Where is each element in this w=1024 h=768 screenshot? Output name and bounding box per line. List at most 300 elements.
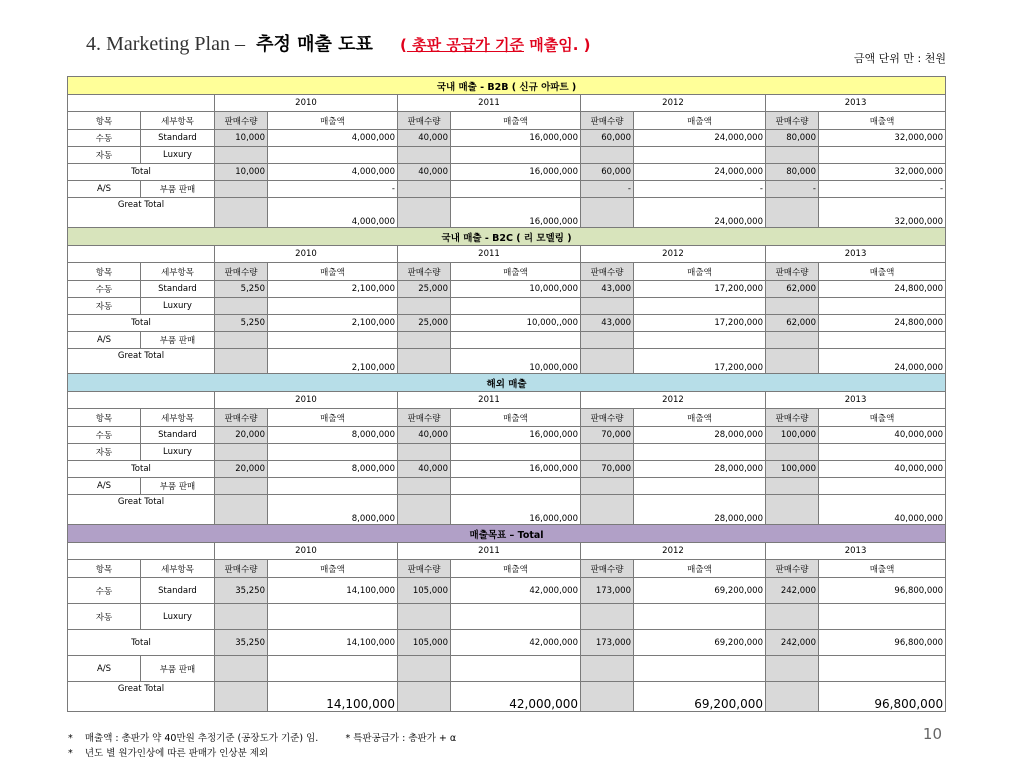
qty-header: 판매수량 (766, 560, 819, 578)
qty-cell (215, 682, 268, 712)
year-header-row (68, 95, 946, 112)
qty-cell (398, 682, 451, 712)
product-row (68, 130, 946, 147)
qty-cell (215, 147, 268, 164)
amount-cell: 32,000,000 (819, 130, 946, 147)
product-row (68, 427, 946, 444)
grand-total-row (68, 495, 946, 525)
as-row (68, 656, 946, 682)
qty-cell (398, 298, 451, 315)
qty-cell: 20,000 (215, 427, 268, 444)
amount-cell: 4,000,000 (268, 198, 398, 228)
amount-header: 매출액 (634, 409, 766, 427)
qty-header: 판매수량 (766, 112, 819, 130)
amount-cell (451, 478, 581, 495)
qty-header: 판매수량 (766, 409, 819, 427)
sub-item-cell: 부품 판매 (141, 478, 215, 495)
total-row (68, 164, 946, 181)
grand-total-label: Great Total (68, 682, 215, 712)
qty-cell: 80,000 (766, 164, 819, 181)
amount-cell: 16,000,000 (451, 198, 581, 228)
sub-item-cell: 부품 판매 (141, 332, 215, 349)
item-cell: 수동 (68, 578, 141, 604)
qty-cell (581, 604, 634, 630)
amount-cell: 40,000,000 (819, 427, 946, 444)
amount-cell: 40,000,000 (819, 461, 946, 478)
sub-item-cell: Standard (141, 130, 215, 147)
qty-cell (766, 444, 819, 461)
qty-header: 판매수량 (581, 112, 634, 130)
qty-cell (581, 478, 634, 495)
blank-cell (68, 543, 215, 560)
qty-cell: 40,000 (398, 461, 451, 478)
amount-cell: 4,000,000 (268, 130, 398, 147)
amount-cell: 10,000,,000 (451, 315, 581, 332)
qty-cell (581, 198, 634, 228)
amount-cell: 96,800,000 (819, 682, 946, 712)
footnote-2 (68, 746, 456, 761)
slide-title (86, 30, 590, 56)
qty-header: 판매수량 (215, 263, 268, 281)
year-header: 2012 (581, 95, 766, 112)
amount-cell (268, 298, 398, 315)
page-number: 10 (922, 725, 942, 743)
year-header: 2012 (581, 543, 766, 560)
year-header: 2010 (215, 246, 398, 263)
blank-cell (68, 95, 215, 112)
year-header: 2013 (766, 246, 946, 263)
amount-cell: 16,000,000 (451, 130, 581, 147)
qty-cell: 40,000 (398, 130, 451, 147)
qty-cell (398, 444, 451, 461)
qty-cell: - (581, 181, 634, 198)
qty-header: 판매수량 (581, 409, 634, 427)
item-header: 항목 (68, 263, 141, 281)
column-header-row (68, 263, 946, 281)
qty-cell (581, 656, 634, 682)
grand-total-label: Great Total (68, 349, 215, 374)
qty-cell (766, 147, 819, 164)
sub-item-header: 세부항목 (141, 263, 215, 281)
amount-header: 매출액 (268, 560, 398, 578)
amount-cell: 24,000,000 (634, 164, 766, 181)
amount-cell: 96,800,000 (819, 578, 946, 604)
amount-header: 매출액 (634, 263, 766, 281)
amount-cell: 69,200,000 (634, 682, 766, 712)
product-row (68, 281, 946, 298)
amount-cell (268, 332, 398, 349)
amount-cell (634, 444, 766, 461)
amount-header: 매출액 (819, 409, 946, 427)
year-header: 2010 (215, 392, 398, 409)
as-row (68, 478, 946, 495)
amount-cell: 28,000,000 (634, 461, 766, 478)
amount-cell (451, 444, 581, 461)
item-cell: A/S (68, 181, 141, 198)
total-label: Total (68, 164, 215, 181)
qty-cell: 43,000 (581, 281, 634, 298)
qty-cell (766, 198, 819, 228)
qty-cell (766, 332, 819, 349)
amount-cell: 32,000,000 (819, 164, 946, 181)
qty-cell (215, 332, 268, 349)
year-header: 2010 (215, 543, 398, 560)
amount-header: 매출액 (634, 560, 766, 578)
year-header: 2011 (398, 543, 581, 560)
amount-cell: 17,200,000 (634, 315, 766, 332)
item-cell: A/S (68, 656, 141, 682)
product-row (68, 578, 946, 604)
year-header: 2011 (398, 392, 581, 409)
qty-cell: 100,000 (766, 461, 819, 478)
amount-cell (451, 332, 581, 349)
amount-cell (634, 478, 766, 495)
section-title: 매출목표 – Total (68, 525, 946, 543)
amount-cell (819, 444, 946, 461)
qty-header: 판매수량 (215, 112, 268, 130)
sub-item-cell: Luxury (141, 444, 215, 461)
amount-cell (268, 147, 398, 164)
grand-total-row (68, 349, 946, 374)
item-cell: 수동 (68, 130, 141, 147)
qty-cell: 173,000 (581, 578, 634, 604)
qty-cell (398, 181, 451, 198)
amount-cell: 14,100,000 (268, 682, 398, 712)
title-english: Marketing Plan – (106, 33, 245, 55)
amount-header: 매출액 (268, 409, 398, 427)
qty-cell: 25,000 (398, 315, 451, 332)
section-title: 국내 매출 - B2B ( 신규 아파트 ) (68, 77, 946, 95)
amount-header: 매출액 (268, 112, 398, 130)
qty-cell: 35,250 (215, 578, 268, 604)
qty-cell (766, 298, 819, 315)
item-cell: 수동 (68, 427, 141, 444)
sub-item-header: 세부항목 (141, 560, 215, 578)
qty-cell (581, 349, 634, 374)
column-header-row (68, 409, 946, 427)
section-header-row (68, 228, 946, 246)
qty-cell: 70,000 (581, 427, 634, 444)
qty-cell: 43,000 (581, 315, 634, 332)
amount-cell: 42,000,000 (451, 630, 581, 656)
amount-cell (451, 656, 581, 682)
footnote-bullet: * (68, 733, 73, 744)
qty-cell: 40,000 (398, 427, 451, 444)
amount-cell (819, 298, 946, 315)
qty-header: 판매수량 (398, 560, 451, 578)
qty-cell (398, 198, 451, 228)
sub-item-header: 세부항목 (141, 112, 215, 130)
column-header-row (68, 560, 946, 578)
footnote-1 (68, 731, 456, 746)
grand-total-label: Great Total (68, 495, 215, 525)
year-header: 2010 (215, 95, 398, 112)
qty-header: 판매수량 (215, 560, 268, 578)
sub-item-cell: Luxury (141, 604, 215, 630)
year-header: 2013 (766, 392, 946, 409)
amount-cell (268, 604, 398, 630)
sales-plan-table (67, 76, 946, 712)
qty-header: 판매수량 (581, 560, 634, 578)
qty-cell: 242,000 (766, 630, 819, 656)
year-header: 2011 (398, 246, 581, 263)
section-title: 국내 매출 - B2C ( 리 모델링 ) (68, 228, 946, 246)
sub-item-cell: Standard (141, 578, 215, 604)
title-korean: 추정 매출 도표 (256, 34, 373, 55)
amount-cell: 2,100,000 (268, 281, 398, 298)
amount-cell: 24,800,000 (819, 315, 946, 332)
qty-cell: 62,000 (766, 315, 819, 332)
section-header-row (68, 374, 946, 392)
blank-cell (68, 392, 215, 409)
amount-cell: 8,000,000 (268, 495, 398, 525)
qty-cell (398, 349, 451, 374)
sub-item-cell: Standard (141, 427, 215, 444)
as-row (68, 332, 946, 349)
total-row (68, 630, 946, 656)
footnotes (68, 731, 456, 761)
amount-cell: 28,000,000 (634, 495, 766, 525)
qty-cell: 5,250 (215, 281, 268, 298)
title-note-rest: 매출임. ) (524, 36, 591, 54)
qty-cell (581, 444, 634, 461)
product-row (68, 298, 946, 315)
amount-cell (451, 604, 581, 630)
qty-cell (398, 656, 451, 682)
qty-cell (766, 656, 819, 682)
amount-cell: 32,000,000 (819, 198, 946, 228)
year-header: 2011 (398, 95, 581, 112)
item-header: 항목 (68, 409, 141, 427)
grand-total-row (68, 682, 946, 712)
qty-cell: 100,000 (766, 427, 819, 444)
item-cell: 자동 (68, 444, 141, 461)
total-row (68, 461, 946, 478)
amount-cell (819, 478, 946, 495)
year-header: 2013 (766, 95, 946, 112)
qty-header: 판매수량 (398, 409, 451, 427)
section-header-row (68, 525, 946, 543)
amount-cell (634, 147, 766, 164)
amount-cell: 16,000,000 (451, 427, 581, 444)
qty-cell (766, 604, 819, 630)
amount-cell: 14,100,000 (268, 630, 398, 656)
qty-cell (581, 147, 634, 164)
product-row (68, 604, 946, 630)
qty-cell: 70,000 (581, 461, 634, 478)
qty-header: 판매수량 (398, 263, 451, 281)
section-title: 해외 매출 (68, 374, 946, 392)
amount-cell: 40,000,000 (819, 495, 946, 525)
amount-header: 매출액 (451, 409, 581, 427)
amount-cell: 24,000,000 (634, 198, 766, 228)
grand-total-row (68, 198, 946, 228)
total-label: Total (68, 630, 215, 656)
amount-cell: 28,000,000 (634, 427, 766, 444)
sub-item-cell: 부품 판매 (141, 181, 215, 198)
amount-cell: 10,000,000 (451, 281, 581, 298)
qty-cell (398, 332, 451, 349)
amount-header: 매출액 (819, 560, 946, 578)
item-header: 항목 (68, 560, 141, 578)
item-cell: 수동 (68, 281, 141, 298)
column-header-row (68, 112, 946, 130)
qty-cell: 60,000 (581, 164, 634, 181)
amount-cell: 14,100,000 (268, 578, 398, 604)
amount-cell: 10,000,000 (451, 349, 581, 374)
sub-item-cell: Standard (141, 281, 215, 298)
amount-header: 매출액 (819, 263, 946, 281)
amount-cell: 42,000,000 (451, 578, 581, 604)
footnote-text: 년도 별 원가인상에 따른 판매가 인상분 제외 (84, 748, 269, 759)
qty-cell (215, 298, 268, 315)
title-number: 4. (86, 33, 101, 55)
amount-cell: 17,200,000 (634, 281, 766, 298)
amount-cell (819, 147, 946, 164)
total-row (68, 315, 946, 332)
qty-cell (766, 682, 819, 712)
title-note-underlined: 총판 공급가 기준 (406, 36, 524, 54)
item-cell: A/S (68, 332, 141, 349)
amount-cell: - (268, 181, 398, 198)
footnote-extra: * 특판공급가 : 총판가 + α (345, 733, 457, 744)
qty-cell (398, 495, 451, 525)
qty-cell: 35,250 (215, 630, 268, 656)
qty-header: 판매수량 (766, 263, 819, 281)
total-label: Total (68, 461, 215, 478)
product-row (68, 147, 946, 164)
amount-cell: 8,000,000 (268, 461, 398, 478)
qty-header: 판매수량 (215, 409, 268, 427)
qty-cell: - (766, 181, 819, 198)
amount-header: 매출액 (268, 263, 398, 281)
amount-header: 매출액 (634, 112, 766, 130)
year-header-row (68, 246, 946, 263)
amount-cell (634, 656, 766, 682)
amount-cell: 96,800,000 (819, 630, 946, 656)
qty-cell (581, 682, 634, 712)
amount-cell (268, 444, 398, 461)
item-cell: 자동 (68, 147, 141, 164)
amount-cell (634, 298, 766, 315)
sub-item-cell: 부품 판매 (141, 656, 215, 682)
qty-cell: 10,000 (215, 130, 268, 147)
qty-cell: 62,000 (766, 281, 819, 298)
qty-cell (215, 495, 268, 525)
qty-cell (398, 147, 451, 164)
qty-cell (215, 656, 268, 682)
amount-cell: 17,200,000 (634, 349, 766, 374)
amount-cell (634, 332, 766, 349)
item-header: 항목 (68, 112, 141, 130)
item-cell: 자동 (68, 604, 141, 630)
amount-cell: 24,000,000 (819, 349, 946, 374)
year-header: 2013 (766, 543, 946, 560)
qty-cell (215, 181, 268, 198)
item-cell: 자동 (68, 298, 141, 315)
qty-cell (398, 478, 451, 495)
qty-cell (581, 298, 634, 315)
amount-cell: - (819, 181, 946, 198)
amount-cell: 69,200,000 (634, 630, 766, 656)
amount-cell: 16,000,000 (451, 461, 581, 478)
qty-cell (215, 198, 268, 228)
qty-cell: 105,000 (398, 578, 451, 604)
amount-cell: 42,000,000 (451, 682, 581, 712)
qty-cell: 60,000 (581, 130, 634, 147)
year-header-row (68, 543, 946, 560)
amount-cell (451, 181, 581, 198)
amount-cell (819, 332, 946, 349)
amount-cell (268, 656, 398, 682)
product-row (68, 444, 946, 461)
amount-cell: 2,100,000 (268, 315, 398, 332)
qty-cell: 40,000 (398, 164, 451, 181)
grand-total-label: Great Total (68, 198, 215, 228)
year-header: 2012 (581, 392, 766, 409)
amount-cell (634, 604, 766, 630)
qty-cell (215, 604, 268, 630)
qty-cell: 20,000 (215, 461, 268, 478)
qty-cell: 105,000 (398, 630, 451, 656)
qty-cell: 5,250 (215, 315, 268, 332)
qty-cell (581, 495, 634, 525)
amount-cell: 24,000,000 (634, 130, 766, 147)
amount-header: 매출액 (819, 112, 946, 130)
title-note (400, 36, 590, 54)
amount-cell: 16,000,000 (451, 495, 581, 525)
amount-header: 매출액 (451, 112, 581, 130)
amount-header: 매출액 (451, 560, 581, 578)
year-header: 2012 (581, 246, 766, 263)
qty-header: 판매수량 (398, 112, 451, 130)
qty-cell (398, 604, 451, 630)
qty-cell (766, 349, 819, 374)
blank-cell (68, 246, 215, 263)
amount-cell (268, 478, 398, 495)
sub-item-cell: Luxury (141, 298, 215, 315)
title-note-open: ( (400, 36, 407, 54)
amount-cell: 24,800,000 (819, 281, 946, 298)
amount-cell: 4,000,000 (268, 164, 398, 181)
as-row (68, 181, 946, 198)
qty-cell: 173,000 (581, 630, 634, 656)
footnote-text: 매출액 : 총판가 약 40만원 추정기준 (공장도가 기준) 임. (84, 733, 319, 744)
qty-cell (215, 478, 268, 495)
amount-header: 매출액 (451, 263, 581, 281)
amount-cell: 8,000,000 (268, 427, 398, 444)
item-cell: A/S (68, 478, 141, 495)
sub-item-header: 세부항목 (141, 409, 215, 427)
section-header-row (68, 77, 946, 95)
year-header-row (68, 392, 946, 409)
qty-cell (581, 332, 634, 349)
qty-cell (766, 478, 819, 495)
qty-header: 판매수량 (581, 263, 634, 281)
amount-cell (819, 656, 946, 682)
qty-cell (215, 349, 268, 374)
qty-cell: 10,000 (215, 164, 268, 181)
qty-cell (766, 495, 819, 525)
qty-cell: 80,000 (766, 130, 819, 147)
sub-item-cell: Luxury (141, 147, 215, 164)
amount-cell: - (634, 181, 766, 198)
footnote-bullet: * (68, 748, 73, 759)
amount-cell (451, 298, 581, 315)
qty-cell (215, 444, 268, 461)
qty-cell: 242,000 (766, 578, 819, 604)
total-label: Total (68, 315, 215, 332)
